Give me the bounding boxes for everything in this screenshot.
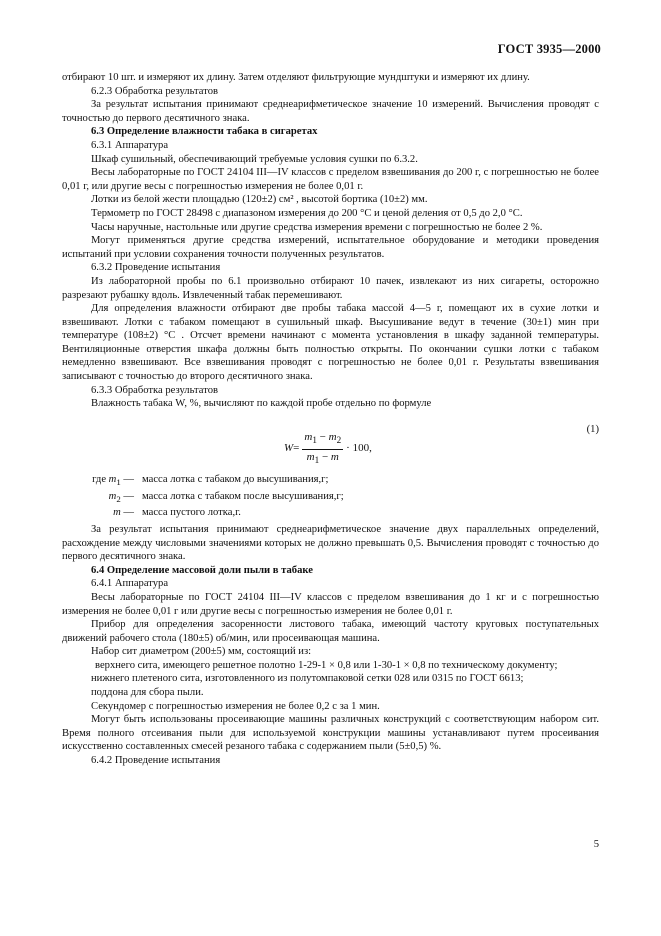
paragraph: Лотки из белой жести площадью (120±2) см² , высотой бортика (10±2) мм. [91,194,428,206]
formula-lhs: W [284,442,294,455]
formula-legend [62,473,599,523]
subsection-heading: 6.2.3 Обработка результатов [91,85,218,97]
paragraph: Прибор для определения засоренности листового табака, имеющий частоту круговых поступательных движений рабочего стола (180±5) об/мин, или просеивающая машина. [62,619,599,644]
legend-row: m — масса пустого лотка,г. [62,506,599,523]
document-header: ГОСТ 3935—2000 [497,42,601,56]
paragraph: За результат испытания принимают среднеарифметическое значение 10 измерений. Вычисления проводят с точностью до первого десятичного знака. [62,99,599,124]
paragraph: Весы лабораторные по ГОСТ 24104 III—IV классов с пределом взвешивания до 1 кг и с погрешностью измерения не более 0,01 г или другие весы с погрешностью измерения не более 0,01 г. [62,591,599,617]
list-item: поддона для сбора пыли. [91,687,204,699]
subsection-heading: 6.4.1 Аппаратура [91,578,169,590]
moisture-formula [284,431,372,468]
formula-tail: · 100, [346,442,372,455]
legend-text: масса лотка с табаком после высушивания,г; [142,490,344,502]
paragraph: Шкаф сушильный, обеспечивающий требуемые условия сушки по 6.3.2. [91,153,418,165]
paragraph: Термометр по ГОСТ 28498 с диапазоном измерения до 200 °С и ценой деления от 0,5 до 2,0 °С. [91,207,523,219]
formula-fraction [302,431,343,468]
section-heading: 6.4 Определение массовой доли пыли в табаке [91,564,313,576]
formula-block [62,411,599,473]
subsection-heading: 6.3.3 Обработка результатов [91,384,218,396]
section-heading: 6.3 Определение влажности табака в сигаретах [91,126,318,138]
page-number: 5 [593,839,599,850]
paragraph: Секундомер с погрешностью измерения не более 0,2 с за 1 мин. [91,700,380,712]
subsection-heading: 6.3.2 Проведение испытания [91,262,221,274]
paragraph: отбирают 10 шт. и измеряют их длину. Затем отделяют фильтрующие мундштуки и измеряют их длину. [62,72,530,83]
subsection-heading: 6.4.2 Проведение испытания [91,755,221,767]
formula-denominator: $m_1 - m$ [306,450,339,465]
legend-text: масса лотка с табаком до высушивания,г; [142,473,329,485]
paragraph: Часы наручные, настольные или другие средства измерения времени с погрешностью не более 2 %. [91,221,543,233]
paragraph: За результат испытания принимают среднеарифметическое значение двух параллельных определений, расхождение между числовыми значениями которых не должно превышать 0,5. Вычисления проводят с точностью до первого десятичного знака. [62,523,599,563]
subsection-heading: 6.3.1 Аппаратура [91,139,169,151]
legend-text: масса пустого лотка,г. [142,507,241,519]
paragraph: Весы лабораторные по ГОСТ 24104 III—IV классов с пределом взвешивания до 200 г, с погрешностью не более 0,01 г, или другие весы с погрешностью измерения не более 0,01 г. [62,167,599,192]
paragraph: Влажность табака W, %, вычисляют по каждой пробе отдельно по формуле [91,398,432,410]
legend-row: где $m_1$ — масса лотка с табаком до высушивания,г; [62,473,599,490]
equation-number: (1) [586,423,599,435]
formula-numerator: $m_1 - m_2$ [302,431,343,450]
formula-equals: = [293,442,300,455]
paragraph: Могут применяться другие средства измерений, испытательное оборудование и методики проведения испытаний при условии сохранения точности полученных результатов. [62,235,599,260]
paragraph: Могут быть использованы просеивающие машины различных конструкций с соответствующим набором сит. Время полного отсеивания пыли для используемой конструкции машины устанавливают путем просеивания искусственно составленных смесей резаного табака с содержанием пыли (5±0,5) %. [62,714,599,753]
paragraph: Для определения влажности отбирают две пробы табака массой 4—5 г, помещают их в сухие лотки и взвешивают. Лотки с табаком помещают в сушильный шкаф. Высушивание ведут в течение (30±1) мин при температуре (108±2) °С . Отсчет времени начинают с момента установления в шкафу заданной температуры. Вентиляционные отверстия шкафа должны быть полностью открыты. По окончании сушки лотки с табаком немедленно взвешивают. Все взвешивания проводят с погрешностью не более 0,01 г. Результаты взвешивания записывают с точностью до второго десятичного знака. [62,303,599,383]
paragraph: Из лабораторной пробы по 6.1 произвольно отбирают 10 пачек, извлекают из них сигареты, осторожно разрезают рубашку вдоль. Извлеченный табак перемешивают. [62,275,599,301]
legend-row: $m_2$ — масса лотка с табаком после высушивания,г; [62,490,599,507]
page-body [62,71,599,768]
paragraph: Набор сит диаметром (200±5) мм, состоящий из: [91,646,312,658]
list-item: нижнего плетеного сита, изготовленного из полутомпаковой сетки 028 или 0315 по ГОСТ 6613; [91,673,524,685]
list-item: верхнего сита, имеющего решетное полотно 1-29-1 × 0,8 или 1-30-1 × 0,8 по техническому документу; [95,659,558,671]
